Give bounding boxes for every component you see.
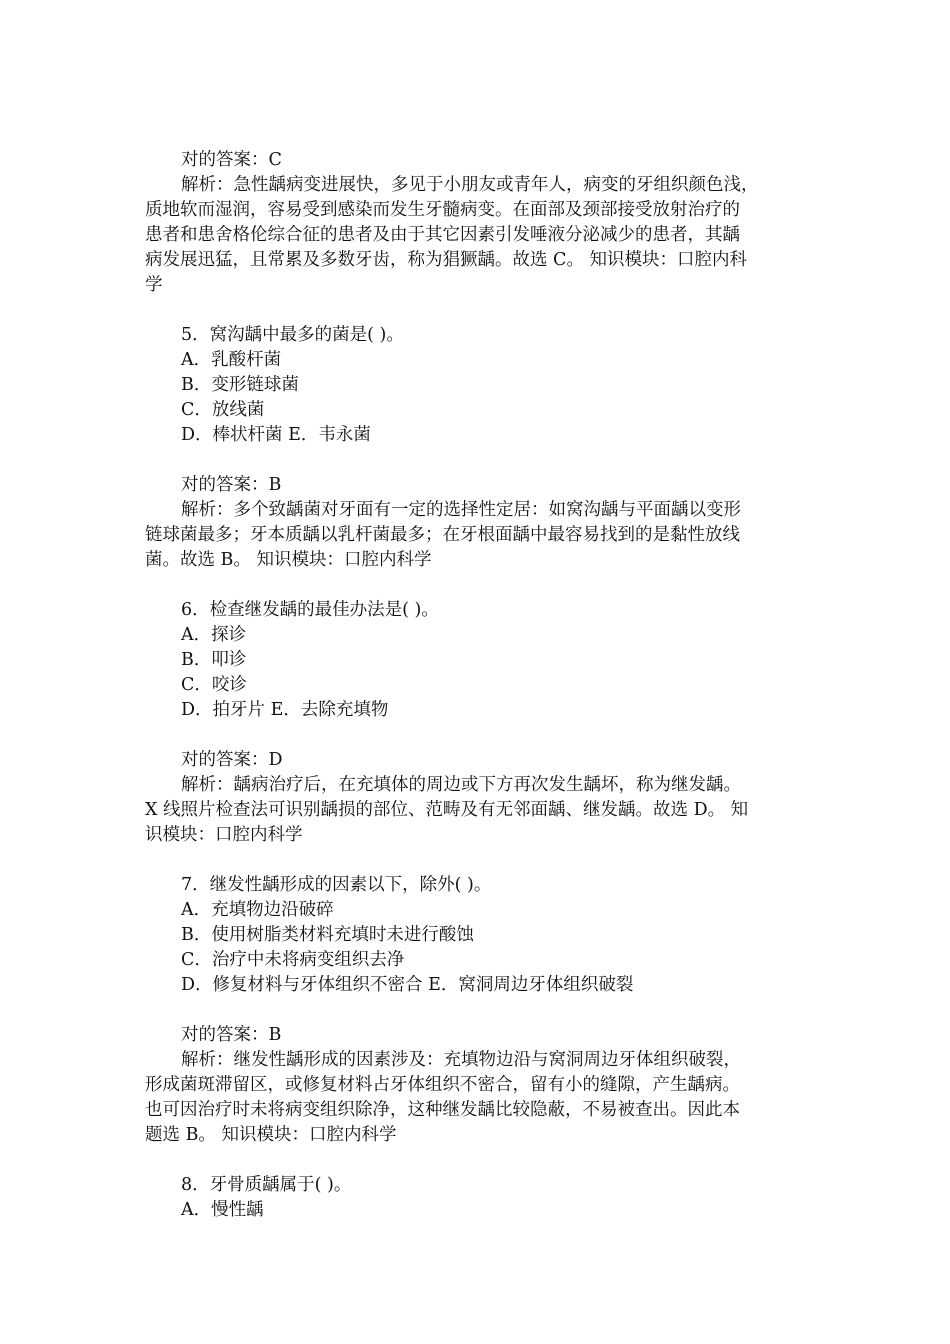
analysis-line: 解析：龋病治疗后，在充填体的周边或下方再次发生龋坏，称为继发龋。: [181, 775, 741, 795]
option-item: A．慢性龋: [181, 1200, 264, 1220]
analysis-line: 解析：急性龋病变进展快，多见于小朋友或青年人，病变的牙组织颜色浅，: [181, 175, 759, 195]
analysis-line: 链球菌最多；牙本质龋以乳杆菌最多；在牙根面龋中最容易找到的是黏性放线: [145, 525, 740, 545]
analysis-line: 题选 B。 知识模块：口腔内科学: [145, 1125, 397, 1145]
analysis-line: 患者和患舍格伦综合征的患者及由于其它因素引发唾液分泌减少的患者，其龋: [145, 225, 740, 245]
question-text: 7．继发性龋形成的因素以下，除外( )。: [181, 875, 492, 895]
analysis-line: 病发展迅猛，且常累及多数牙齿，称为猖獗龋。故选 C。 知识模块：口腔内科: [145, 250, 748, 270]
option-item: D．修复材料与牙体组织不密合 E．窝洞周边牙体组织破裂: [181, 975, 634, 995]
question-text: 5．窝沟龋中最多的菌是( )。: [181, 325, 404, 345]
analysis-line: X 线照片检查法可识别龋损的部位、范畴及有无邻面龋、继发龋。故选 D。 知: [145, 800, 749, 820]
analysis-line: 也可因治疗时未将病变组织除净，这种继发龋比较隐蔽，不易被查出。因此本: [145, 1100, 740, 1120]
question-text: 6．检查继发龋的最佳办法是( )。: [181, 600, 439, 620]
analysis-line: 学: [145, 275, 163, 295]
option-item: D．拍牙片 E．去除充填物: [181, 700, 389, 720]
option-item: C．治疗中未将病变组织去净: [181, 950, 405, 970]
analysis-line: 解析：多个致龋菌对牙面有一定的选择性定居：如窝沟龋与平面龋以变形: [181, 500, 741, 520]
analysis-line: 菌。故选 B。 知识模块：口腔内科学: [145, 550, 432, 570]
option-item: B．叩诊: [181, 650, 247, 670]
question-text: 8．牙骨质龋属于( )。: [181, 1175, 352, 1195]
option-item: A．探诊: [181, 625, 247, 645]
analysis-line: 解析：继发性龋形成的因素涉及：充填物边沿与窝洞周边牙体组织破裂，: [181, 1050, 741, 1070]
answer-line: 对的答案：B: [181, 475, 282, 495]
option-item: A．充填物边沿破碎: [181, 900, 334, 920]
option-item: B．变形链球菌: [181, 375, 299, 395]
answer-line: 对的答案：D: [181, 750, 283, 770]
option-item: D．棒状杆菌 E．韦永菌: [181, 425, 371, 445]
option-item: C．咬诊: [181, 675, 247, 695]
analysis-line: 识模块：口腔内科学: [145, 825, 303, 845]
answer-line: 对的答案：C: [181, 150, 282, 170]
option-item: A．乳酸杆菌: [181, 350, 282, 370]
answer-line: 对的答案：B: [181, 1025, 282, 1045]
analysis-line: 质地软而湿润，容易受到感染而发生牙髓病变。在面部及颈部接受放射治疗的: [145, 200, 740, 220]
option-item: B．使用树脂类材料充填时未进行酸蚀: [181, 925, 474, 945]
analysis-line: 形成菌斑滞留区，或修复材料占牙体组织不密合，留有小的缝隙，产生龋病。: [145, 1075, 740, 1095]
option-item: C．放线菌: [181, 400, 265, 420]
